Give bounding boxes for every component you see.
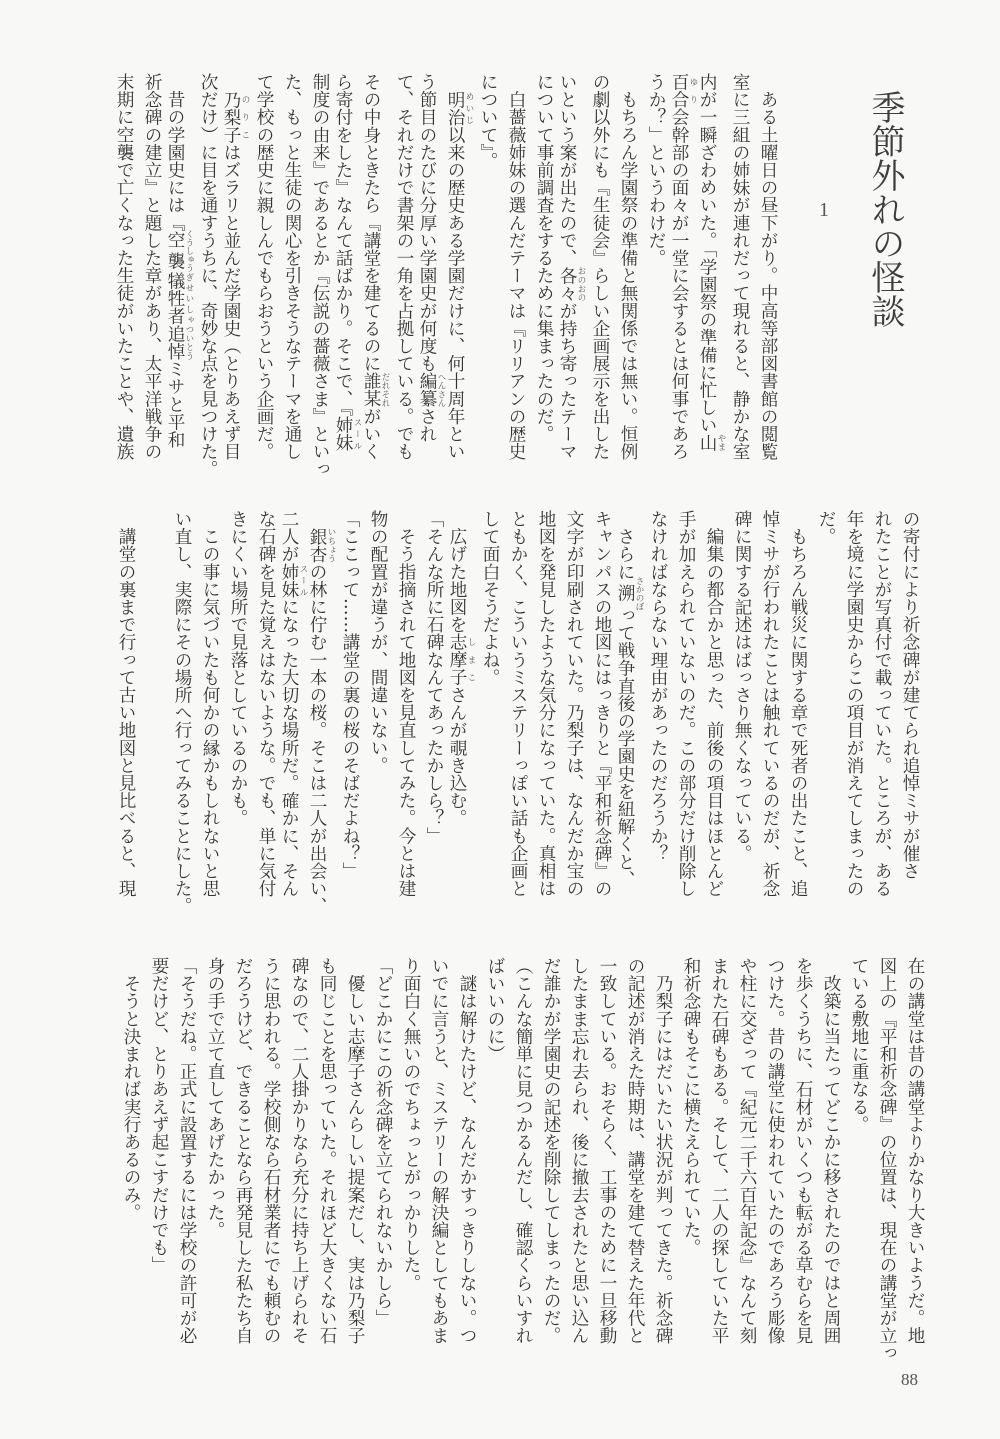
text-block-middle (112, 510, 924, 915)
text-column: て学校の歴史に親しんでもらおうという企画だ。 (254, 73, 274, 461)
ruby-reading: さかのぼ (634, 576, 644, 611)
text-column: 祈念碑の建立』と題した章があり、太平洋戦争の (142, 73, 162, 461)
ruby-reading: しまこ (466, 633, 476, 687)
text-column: もちろん学園祭の準備と無関係では無い。恒例 (618, 73, 638, 461)
text-column: 銀杏 いちょうの林に佇む一本の桜。そこは二人が出会い、 (307, 527, 336, 915)
ruby-annotation: 百合 ゆり (669, 73, 698, 109)
text-column: 碑なので、二人掛かりなら充分に持ち上げられそ (289, 957, 309, 1345)
ruby-annotation: 犠牲者 ぎせいしゃ (165, 272, 194, 325)
text-column: キャンパスの地図にはっきりと『平和祈念碑』の (592, 510, 612, 898)
text-column: 講堂の裏まで行って古い地図と見比べると、現 (116, 510, 136, 898)
ruby-reading: ぎせいしゃ (184, 272, 194, 325)
ruby-reading: ゆり (688, 73, 698, 109)
ruby-annotation: 追悼 ついとう (165, 324, 194, 361)
text-column: や柱に交ざって『紀元二千六百年記念』なんて刻 (737, 957, 757, 1345)
ruby-annotation: 誰某 だれそれ (361, 372, 390, 408)
ruby-annotation: 空襲 くうしゅう (165, 229, 194, 273)
text-block-upper (110, 73, 782, 478)
text-column: 百合 ゆり会幹部の面々が一堂に会するとは何事であろ (669, 73, 698, 461)
text-column: 昔の学園史には『空襲 くうしゅう犠牲者 ぎせいしゃ追悼 ついとうミサと平和 (165, 73, 194, 449)
ruby-annotation: 編纂 へんさん (417, 372, 446, 408)
text-column: 在の講堂は昔の講堂よりかなり大きいようだ。地 (905, 957, 925, 1345)
text-column: の記述が消えた時期は、講堂を建て替えた年代と (625, 957, 645, 1345)
text-column: きにくい場所で見落としているのかも。 (228, 510, 248, 827)
text-column: そうと決まれば実行あるのみ。 (121, 957, 141, 1221)
text-column: について事前調査をするために集まったのだ。 (534, 73, 554, 443)
text-column: ている敷地に重なる。 (849, 957, 869, 1133)
text-column: いでに言うと、ミステリーの解決編としてもあま (429, 957, 449, 1345)
ruby-reading: のりこ (240, 90, 250, 144)
text-column: したまま忘れ去られ、後に撤去されたと思い込ん (569, 957, 589, 1345)
text-column: つけた。昔の講堂に使われていたのであろう彫像 (765, 957, 785, 1345)
ruby-annotation: 志摩子 しまこ (447, 633, 476, 687)
text-column: 二人が姉妹 スールになった大切な場所だ。確かに、そん (279, 510, 308, 898)
text-column: いという案が出たので、各々 おのおのが持ち寄ったテーマ (557, 73, 586, 461)
text-column: も同じことを思っていた。それほど大きくない石 (317, 957, 337, 1345)
ruby-annotation: 溯 さかのぼ (615, 576, 644, 611)
ruby-reading: スール (352, 416, 362, 452)
text-column: 物の配置が違うが、間違いない。 (368, 510, 388, 774)
section-number: 1 (819, 199, 829, 221)
text-column: 乃梨子にはだいたい状況が判ってきた。祈念碑 (653, 957, 673, 1345)
text-column: 広げた地図を志摩子 しまこさんが覗き込む。 (447, 510, 476, 827)
text-column: 手が加えられていないのだ。この部分だけ削除し (676, 510, 696, 898)
text-column: い直し、実際にその場所へ行ってみることにした。 (172, 510, 192, 915)
text-column: 「そんな所に石碑なんてあったかしら？」 (424, 510, 444, 845)
text-column: 「どこかにこの祈念碑を立てられないかしら」 (373, 957, 393, 1327)
text-column: 編集の都合かと思った、前後の項目はほとんど (704, 510, 724, 898)
ruby-annotation: 姉妹 スール (279, 562, 308, 599)
text-column: 要だけど、とりあえず起こすだけでも」 (149, 957, 169, 1274)
text-column: ばいいのに） (485, 957, 505, 1063)
text-column: 謎は解けたけど、なんだかすっきりしない。つ (457, 957, 477, 1345)
text-column: 「ここって……講堂の裏の桜のそばだよね？」 (340, 510, 360, 880)
text-column: もちろん戦災に関する章で死者の出たこと、追 (788, 510, 808, 898)
text-column: て、それだけで書架の一角を占拠している。でも (394, 73, 414, 461)
ruby-annotation: 明治 めいじ (445, 90, 474, 126)
text-column: り面白く無いのでちょっとがっかりした。 (401, 957, 421, 1292)
ruby-reading: だれそれ (380, 372, 390, 408)
text-column: だろうけど、できることなら再発見した私たち自 (233, 957, 253, 1345)
text-column: うか？」というわけだ。 (646, 73, 666, 267)
text-column: うに思われる。学校側なら石材業者にでも頼むの (261, 957, 281, 1345)
ruby-reading: いちょう (326, 527, 336, 563)
text-column: 悼ミサが行われたことは触れているのだが、祈念 (760, 510, 780, 898)
text-column: 碑に関する記述はばっさり無くなっている。 (732, 510, 752, 862)
ruby-reading: やま (716, 433, 726, 452)
ruby-reading: おのおの (576, 266, 586, 302)
ruby-annotation: 山 やま (697, 433, 726, 452)
text-block-lower (117, 957, 929, 1362)
text-column: して面白そうだよね。 (480, 510, 500, 686)
text-column: その中身ときたら『講堂を建てるのに誰某 だれそれがいく (361, 73, 390, 461)
text-column: ら寄付をした』なんて話ばかり。そこで、『姉妹 スール (333, 73, 362, 452)
text-column: 内が一瞬ざわめいた。「学園祭の準備に忙しい山 やま (697, 73, 726, 452)
text-column: だ。 (816, 510, 836, 546)
text-column: 文字が印刷されていた。乃梨子は、なんだか宝の (564, 510, 584, 898)
text-column: 次だけ）に目を通すうちに、奇妙な点を見つけた。 (198, 73, 218, 478)
text-column: だ誰かが学園史の記述を削除してしまったのだ。 (541, 957, 561, 1345)
text-column: なければならない理由があったのだろうか？ (648, 510, 668, 862)
ruby-reading: めいじ (464, 90, 474, 126)
text-column: 制度の由来』であるとか『伝説の薔薇さま』といっ (310, 73, 330, 478)
text-column: ともかく、こういうミステリーっぽい話も企画と (508, 510, 528, 898)
text-column: について』。 (478, 73, 498, 170)
text-column: 図上の『平和祈念碑』の位置は、現在の講堂が立っ (877, 957, 897, 1362)
text-column: 身の手で立て直してあげたかった。 (205, 957, 225, 1239)
text-column: そう指摘されて地図を見直してみた。今とは建 (396, 510, 416, 898)
text-column: 年を境に学園史からこの項目が消えてしまったの (844, 510, 864, 898)
text-column: 「そうだね。正式に設置するには学校の許可が必 (177, 957, 197, 1345)
text-column: 末期に空襲で亡くなった生徒がいたことや、遺族 (114, 73, 134, 461)
text-column: ある土曜日の昼下がり。中高等部図書館の閲覧 (758, 73, 778, 461)
text-column: う節目のたびに分厚い学園史が何度も編纂 へんさんされ (417, 73, 446, 443)
text-column: 和祈念碑もそこに横たえられていた。 (681, 957, 701, 1257)
blank-line (140, 510, 168, 910)
page-number: 88 (901, 1370, 918, 1389)
ruby-reading: くうしゅう (184, 229, 194, 273)
text-column: な石碑を見た覚えはないような。でも、単に気付 (256, 510, 276, 898)
text-column: この事に気づいたも何かの縁かもしれないと思 (200, 510, 220, 898)
text-column: 改築に当たってどこかに移されたのではと周囲 (821, 957, 841, 1345)
chapter-title: 季節外れの怪談 (865, 90, 905, 328)
ruby-reading: スール (298, 562, 308, 598)
ruby-annotation: 姉妹 スール (333, 416, 362, 452)
text-column: の寄付により祈念碑が建てられ追悼ミサが催さ (900, 510, 920, 880)
ruby-annotation: 各々 おのおの (557, 266, 586, 302)
text-column: さらに溯 さかのぼって戦争直後の学園史を紐解くと、 (615, 510, 644, 888)
text-column: まれた石碑もある。そして、二人の探していた平 (709, 957, 729, 1345)
text-column: 優しい志摩子さんらしい提案だし、実は乃梨子 (345, 957, 365, 1345)
text-column: 地図を発見したような気分になっていた。真相は (536, 510, 556, 898)
text-column: 室に三組の姉妹が連れだって現れると、静かな室 (730, 73, 750, 461)
ruby-annotation: 乃梨子 のりこ (221, 90, 250, 144)
text-column: （こんな簡単に見つかるんだし、確認くらいすれ (513, 957, 533, 1345)
ruby-reading: へんさん (436, 372, 446, 408)
text-column: を歩くうちに、石材がいくつも転がる草むらを見 (793, 957, 813, 1345)
text-column: 乃梨子 のりこはズラリと並んだ学園史（とりあえず目 (221, 90, 250, 461)
ruby-annotation: 銀杏 いちょう (307, 527, 336, 563)
text-column: 白薔薇姉妹の選んだテーマは『リリアンの歴史 (506, 73, 526, 461)
text-column: た、もっと生徒の関心を引きそうなテーマを通し (282, 73, 302, 461)
ruby-reading: ついとう (184, 324, 194, 361)
text-column: 一致している。おそらく、工事のために一旦移動 (597, 957, 617, 1345)
text-column: の劇以外にも『生徒会』らしい企画展示を出した (590, 73, 610, 461)
text-column: れたことが写真付で載っていた。ところが、ある (872, 510, 892, 898)
text-column: 明治 めいじ以来の歴史ある学園だけに、何十周年とい (445, 90, 474, 461)
